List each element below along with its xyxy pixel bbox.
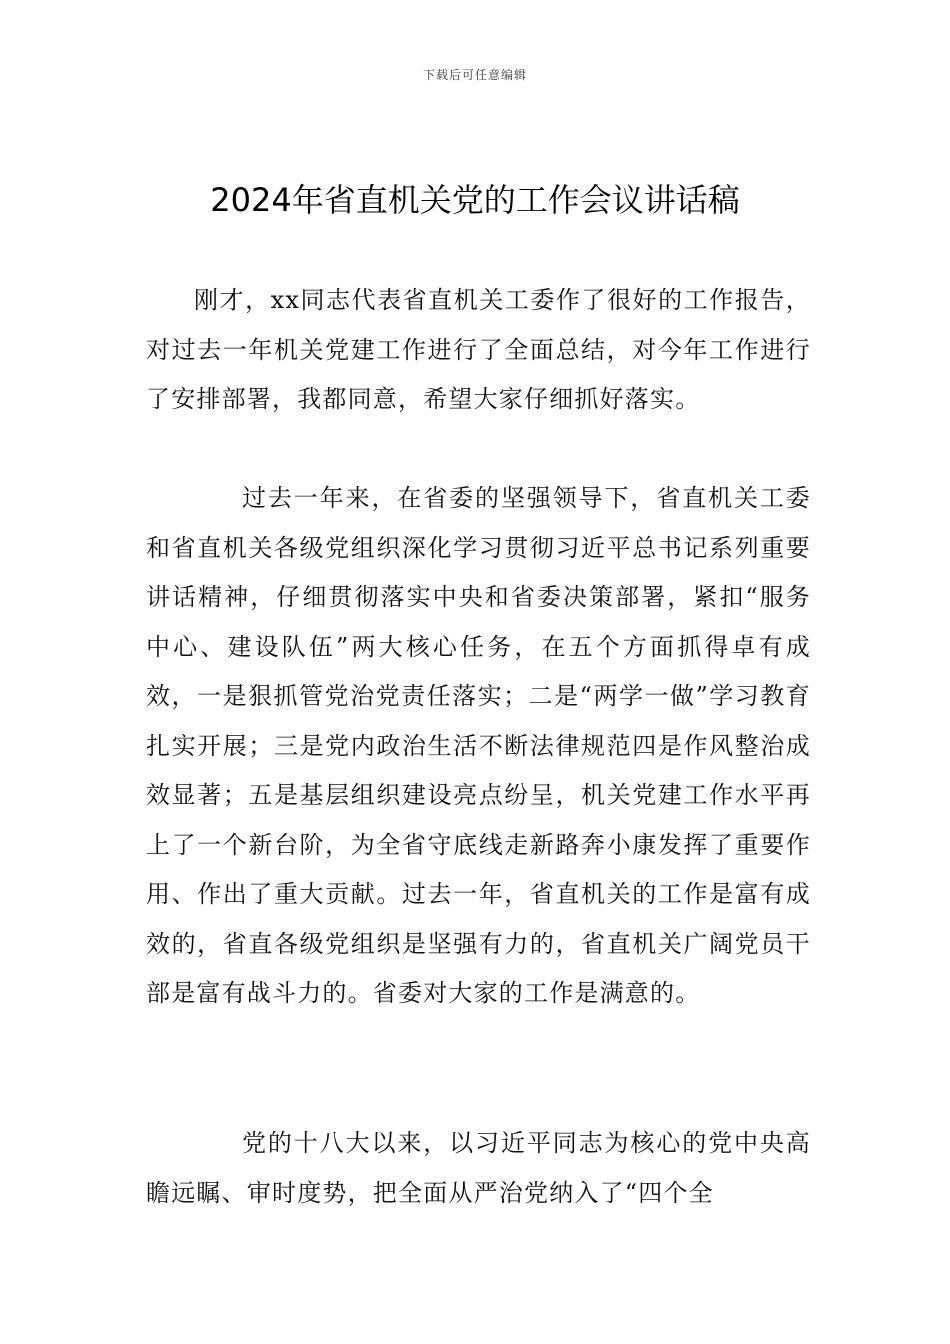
paragraph-opening: 刚才，xx同志代表省直机关工委作了很好的工作报告，对过去一年机关党建工作进行了全面总结，对今年工作进行了安排部署，我都同意，希望大家仔细抓好落实。 — [146, 286, 811, 413]
paragraph-review: 过去一年来，在省委的坚强领导下，省直机关工委和省直机关各级党组织深化学习贯彻习近平总书记系列重要讲话精神，仔细贯彻落实中央和省委决策部署，紧扣“服务中心、建设队伍”两大核心任务，在五个方面抓得卓有成效，一是狠抓管党治党责任落实；二是“两学一做”学习教育扎实开展；三是党内政治生活不断法律规范四是作风整治成效显著；五是基层组织建设亮点纷呈，机关党建工作水平再上了一个新台阶，为全省守底线走新路奔小康发挥了重要作用、作出了重大贡献。过去一年，省直机关的工作是富有成效的，省直各级党组织是坚强有力的，省直机关广阔党员干部是富有战斗力的。省委对大家的工作是满意的。 — [146, 484, 811, 1007]
header-note: 下载后可任意编辑 — [422, 68, 527, 82]
page-title: 2024年省直机关党的工作会议讲话稿 — [210, 181, 740, 219]
paragraph-since-18th-congress: 党的十八大以来，以习近平同志为核心的党中央高瞻远瞩、审时度势，把全面从严治党纳入了“四个全 — [146, 1129, 811, 1207]
